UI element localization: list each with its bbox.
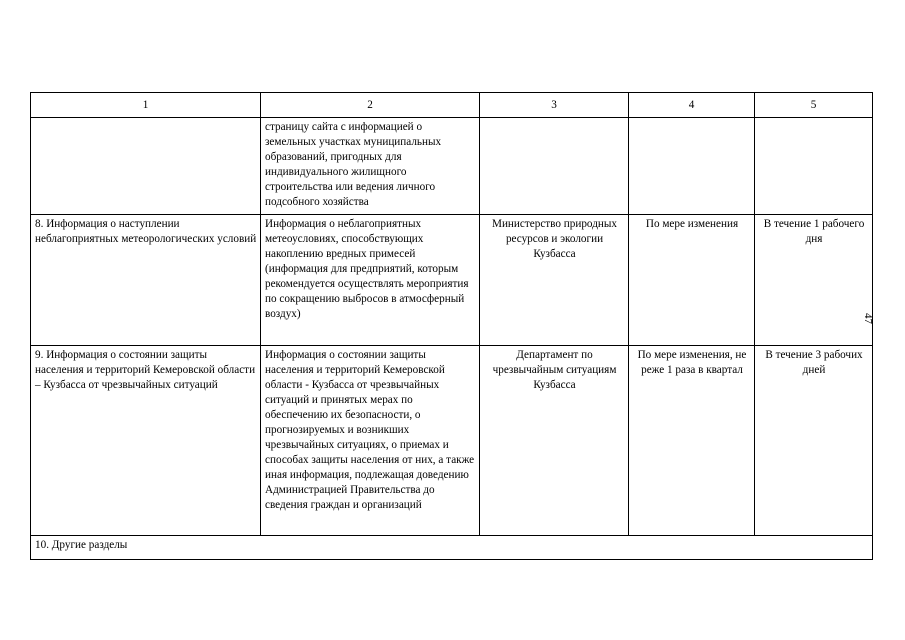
cell-row1-col1: [31, 118, 261, 215]
cell-row1-col3: [480, 118, 629, 215]
header-col-3: 3: [480, 93, 629, 118]
table-row: [31, 215, 873, 346]
table-row: [31, 346, 873, 536]
cell-row3-col5: В течение 3 рабочих дней: [755, 346, 873, 536]
cell-row2-col3: Министерство природных ресурсов и экологии Кузбасса: [480, 215, 629, 346]
cell-row2-col5: В течение 1 рабочего дня: [755, 215, 873, 346]
cell-row3-col4: По мере изменения, не реже 1 раза в квартал: [629, 346, 755, 536]
header-col-5: 5: [755, 93, 873, 118]
header-row: [31, 93, 873, 118]
table-row: [31, 118, 873, 215]
cell-row2-col2: Информация о неблагоприятных метеоусловиях, способствующих накоплению вредных примесей (информация для предприятий, которым рекомендуется осуществлять мероприятия по сокращению выбросов в атмосферный воздух): [261, 215, 480, 346]
cell-row1-col5: [755, 118, 873, 215]
header-col-1: 1: [31, 93, 261, 118]
cell-row1-col4: [629, 118, 755, 215]
cell-row2-col4: По мере изменения: [629, 215, 755, 346]
section-row-label: 10. Другие разделы: [31, 536, 873, 560]
header-col-4: 4: [629, 93, 755, 118]
cell-row2-col1: 8. Информация о наступлении неблагоприятных метеорологических условий: [31, 215, 261, 346]
cell-row3-col2: Информация о состоянии защиты населения и территорий Кемеровской области - Кузбасса от чрезвычайных ситуаций и принятых мерах по обеспечению их безопасности, о прогнозируемых и возникших чрезвычайных ситуациях, о приемах и способах защиты населения от них, а также иная информация, подлежащая доведению Администрацией Правительства до сведения граждан и организаций: [261, 346, 480, 536]
information-table: [30, 92, 873, 560]
cell-row3-col1: 9. Информация о состоянии защиты населения и территорий Кемеровской области – Кузбасса от чрезвычайных ситуаций: [31, 346, 261, 536]
header-col-2: 2: [261, 93, 480, 118]
cell-row1-col2: страницу сайта с информацией о земельных участках муниципальных образований, пригодных для индивидуального жилищного строительства или ведения личного подсобного хозяйства: [261, 118, 480, 215]
section-row: [31, 536, 873, 560]
cell-row3-col3: Департамент по чрезвычайным ситуациям Кузбасса: [480, 346, 629, 536]
page-number: 47: [862, 313, 874, 324]
